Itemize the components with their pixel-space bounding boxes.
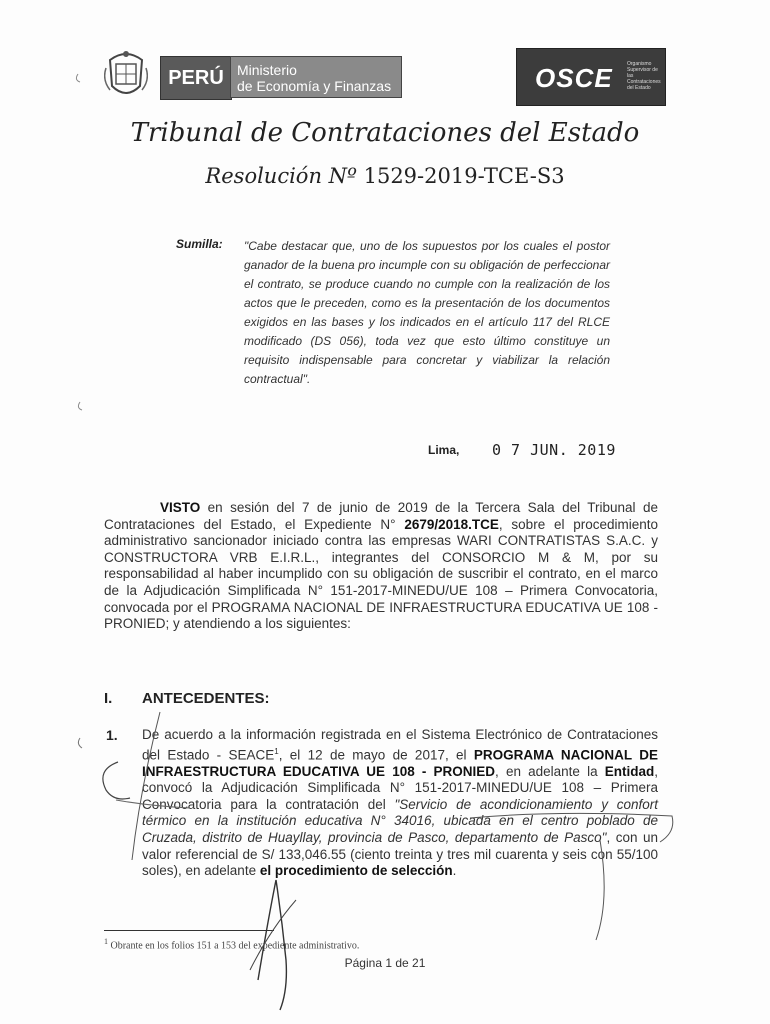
sumilla-text: "Cabe destacar que, uno de los supuestos por los cuales el postor ganador de la buena pro incumple con su obligación de perfeccionar el contrato, se produce cuando no cumple con la realización de los actos que le preceden, como es la presentación de los documentos exigidos en las bases y los indicados en el artículo 117 del RLCE modificado (DS 056), toda vez que esto último constituye un requisito indispensable para concretar y viabilizar la relación contractual". — [244, 239, 610, 386]
place-label: Lima, — [428, 443, 460, 457]
coat-of-arms-icon — [104, 46, 148, 102]
section-title: ANTECEDENTES: — [142, 690, 270, 707]
document-title: Tribunal de Contrataciones del Estado — [130, 118, 640, 148]
footnote-divider — [104, 930, 274, 931]
resolution-number: Resolución Nº 1529-2019-TCE-S3 — [205, 164, 565, 188]
item-number: 1. — [106, 727, 118, 743]
sumilla-label: Sumilla: — [176, 237, 223, 251]
peru-logo: PERÚ — [160, 56, 232, 100]
visto-paragraph: VISTO en sesión del 7 de junio de 2019 de la Tercera Sala del Tribunal de Contrataciones del Estado, el Expediente N° 2679/2018.TCE, sobre el procedimiento administrativo sancionador iniciado contra las empresas WARI CONTRATISTAS S.A.C. y CONSTRUCTORA VRB E.I.R.L., integrantes del CONSORCIO M & M, por su responsabilidad al haber incumplido con su obligación de suscribir el contrato, en el marco de la Adjudicación Simplificada N° 151-2017-MINEDU/UE 108 – Primera Convocatoria, convocada por el PROGRAMA NACIONAL DE INFRAESTRUCTURA EDUCATIVA UE 108 - PRONIED; y atendiendo a los siguientes: — [104, 500, 659, 632]
footnote: $^1$ Obrante en los folios 151 a 153 del expediente administrativo. — [104, 937, 360, 952]
osce-logo: OSCE Organismo Supervisor de las Contrataciones del Estado — [516, 48, 666, 106]
ministry-logo: Ministerio de Economía y Finanzas — [230, 56, 402, 98]
item-paragraph: De acuerdo a la información registrada en el Sistema Electrónico de Contrataciones del Estado - SEACE$^1$, el 12 de mayo de 2017, el PROGRAMA NACIONAL DE INFRAESTRUCTURA EDUCATIVA UE 108 - PRONIED, en adelante la Entidad, convocó la Adjudicación Simplificada N° 151-2017-MINEDU/UE 108 – Primera Convocatoria para la contratación del "Servicio de acondicionamiento y confort térmico en la institución educativa N° 34016, ubicada en el centro poblado de Cruzada, distrito de Huayllay, provincia de Pasco, departamento de Pasco", con un valor referencial de S/ 133,046.55 (ciento treinta y tres mil cuarenta y seis con 55/100 soles), en adelante el procedimiento de selección. — [142, 727, 659, 879]
section-number: I. — [104, 690, 113, 707]
page-number: Página 1 de 21 — [344, 956, 426, 970]
date-stamp: 0 7 JUN. 2019 — [492, 441, 616, 459]
